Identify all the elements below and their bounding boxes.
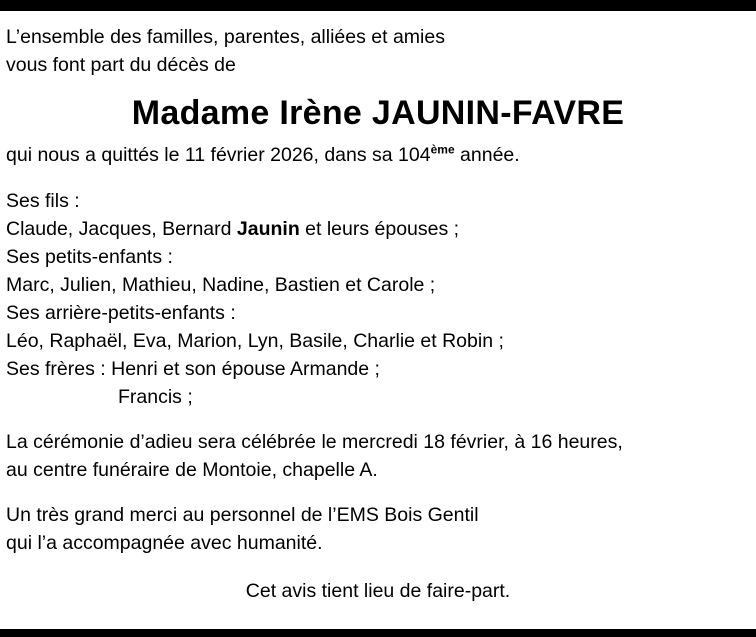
great-grandchildren-label: Ses arrière-petits-enfants : [6,302,236,324]
thanks-line-2: qui l’a accompagnée avec humanité. [6,532,323,554]
intro-line-2: vous font part du décès de [6,54,236,76]
closing-statement: Cet avis tient lieu de faire-part. [245,580,511,602]
ordinal-suffix: ème [430,142,455,157]
death-date-before: qui nous a quittés le 11 février 2026, dans sa 104 [6,144,431,166]
ceremony-line-1: La cérémonie d’adieu sera célébrée le mercredi 18 février, à 16 heures, [6,431,623,453]
ceremony-line-2: au centre funéraire de Montoie, chapelle A. [6,459,378,481]
sons-line [6,215,750,243]
sons-names-before: Claude, Jacques, Bernard [6,218,237,240]
sons-label: Ses fils : [6,190,80,212]
grandchildren-label: Ses petits-enfants : [6,246,173,268]
death-date-after: année. [454,144,520,166]
notice-content [0,11,756,629]
grandchildren-names: Marc, Julien, Mathieu, Nadine, Bastien et Carole ; [6,274,436,296]
deceased-name: Madame Irène JAUNIN-FAVRE [131,94,625,132]
death-date-line [6,141,750,169]
sons-names-after: et leurs épouses ; [299,218,460,240]
thanks-line-1: Un très grand merci au personnel de l’EMS Bois Gentil [6,504,479,526]
ceremony-block [6,428,750,484]
brothers-line: Ses frères : Henri et son épouse Armande ; [6,358,380,380]
sons-surname: Jaunin [236,218,300,240]
thanks-block [6,501,750,557]
great-grandchildren-names: Léo, Raphaël, Eva, Marion, Lyn, Basile, Charlie et Robin ; [6,330,504,352]
intro-line-1: L’ensemble des familles, parentes, alliées et amies [6,26,445,48]
family-block [6,187,750,411]
intro-block [6,23,750,79]
top-rule [0,0,756,11]
bottom-rule [0,629,756,637]
brother-second-line: Francis ; [118,386,193,408]
